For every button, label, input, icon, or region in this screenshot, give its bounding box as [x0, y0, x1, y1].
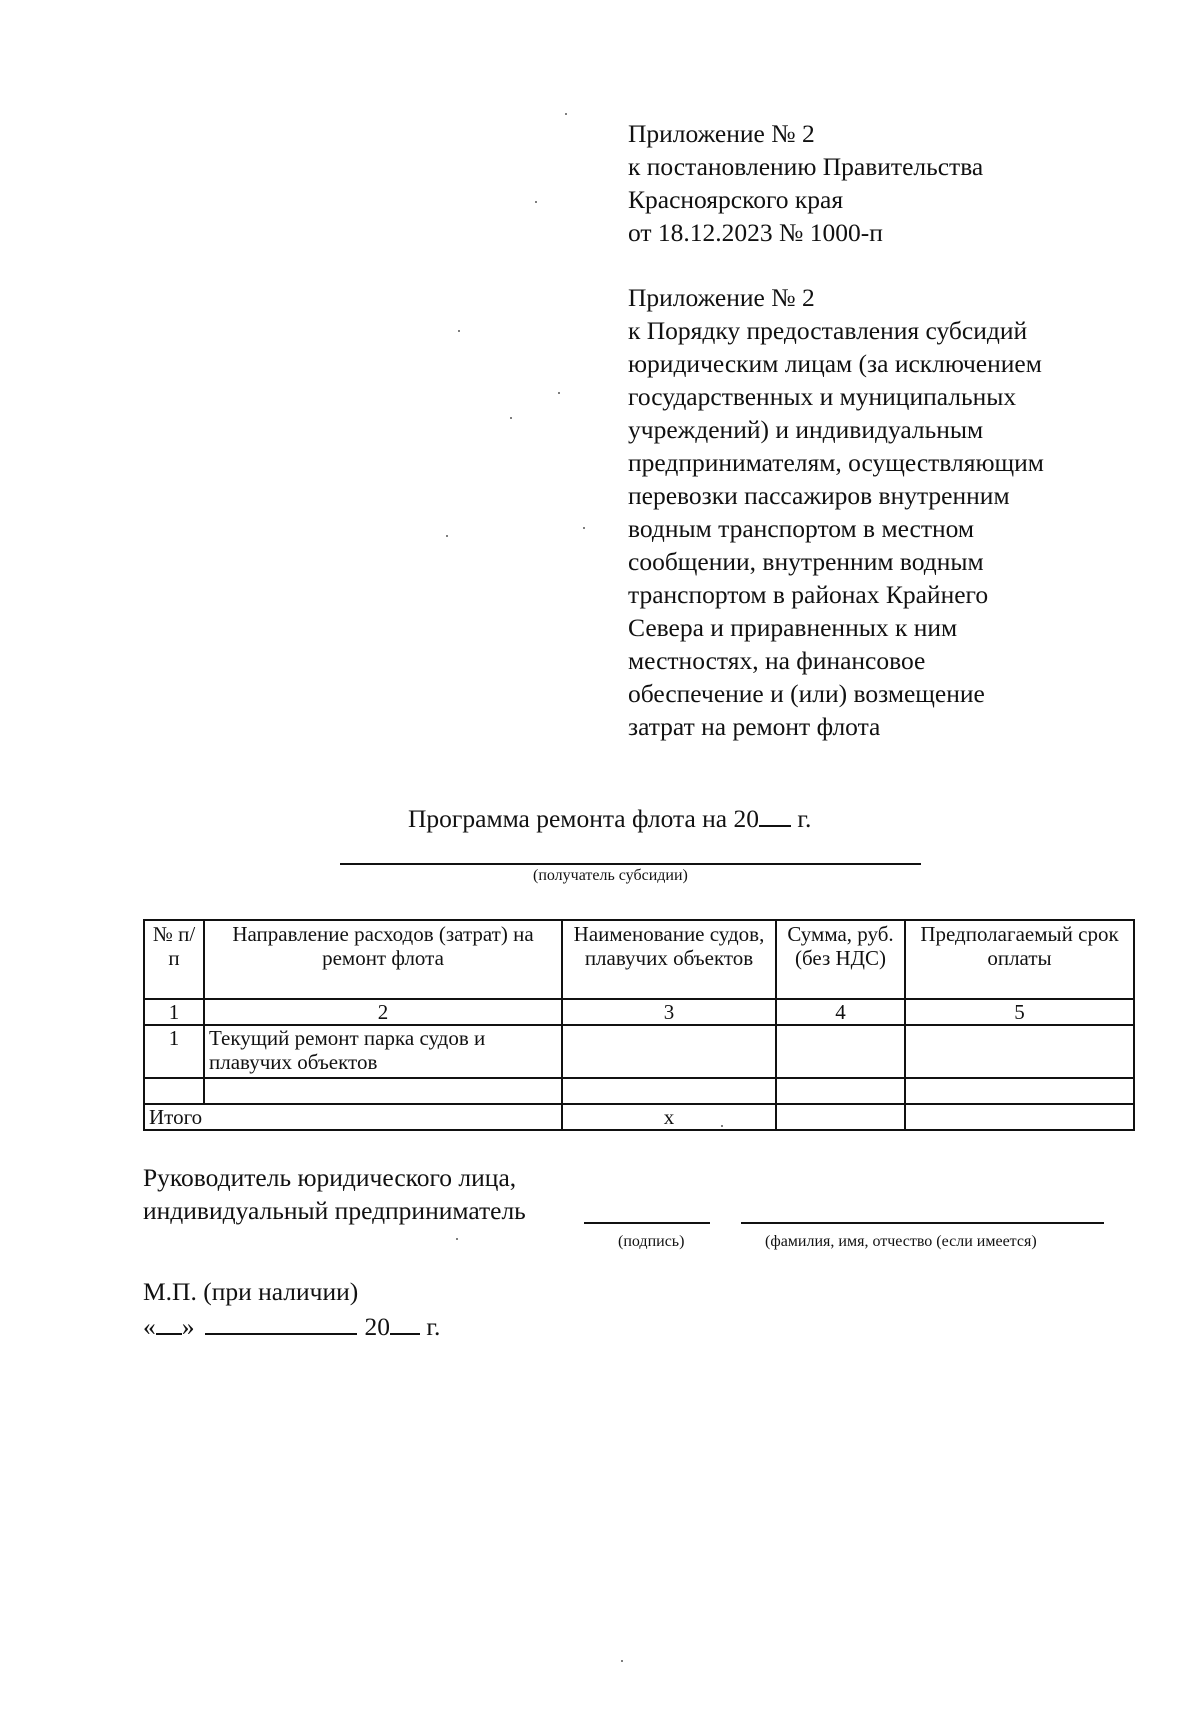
- date-month-blank[interactable]: [205, 1311, 357, 1335]
- signature-line-2: индивидуальный предприниматель: [143, 1196, 526, 1225]
- empty-cell-vessels[interactable]: [562, 1078, 776, 1104]
- signature-line-1: Руководитель юридического лица,: [143, 1163, 517, 1192]
- appendix-order-line-1: Приложение № 2: [628, 283, 815, 312]
- table-header-row: [144, 920, 1134, 999]
- date-close-quote: »: [181, 1312, 195, 1341]
- program-title-suffix: г.: [791, 804, 812, 833]
- total-label: Итого: [144, 1104, 562, 1130]
- scan-speck: [458, 330, 460, 332]
- full-name-caption: (фамилия, имя, отчество (если имеется): [765, 1233, 1037, 1250]
- appendix-order-line-12: местностях, на финансовое: [628, 646, 926, 675]
- scan-speck: [583, 527, 585, 529]
- column-number-3: 3: [562, 999, 776, 1025]
- appendix-order-line-14: затрат на ремонт флота: [628, 712, 881, 741]
- program-year-blank[interactable]: [759, 803, 791, 827]
- scan-speck: [510, 417, 512, 419]
- empty-cell-num[interactable]: [144, 1078, 204, 1104]
- total-amount[interactable]: [776, 1104, 905, 1130]
- date-line: [143, 1311, 440, 1342]
- scan-speck: [446, 535, 448, 537]
- scan-speck: [535, 201, 537, 203]
- date-year-prefix: 20: [364, 1312, 390, 1341]
- scan-speck: [565, 113, 567, 115]
- scan-speck: [558, 392, 560, 394]
- appendix-order-line-7: перевозки пассажиров внутренним: [628, 481, 1010, 510]
- appendix-order-line-13: обеспечение и (или) возмещение: [628, 679, 985, 708]
- header-num: № п/п: [144, 920, 204, 999]
- column-number-4: 4: [776, 999, 905, 1025]
- appendix-order-line-9: сообщении, внутренним водным: [628, 547, 984, 576]
- appendix-decree-line-2: к постановлению Правительства: [628, 152, 984, 181]
- appendix-order-line-6: предпринимателям, осуществляющим: [628, 448, 1044, 477]
- recipient-line[interactable]: [340, 863, 921, 865]
- appendix-decree-line-1: Приложение № 2: [628, 119, 815, 148]
- row-num: 1: [144, 1025, 204, 1078]
- date-day-blank[interactable]: [156, 1311, 182, 1335]
- scan-speck: [721, 1125, 723, 1127]
- appendix-order-line-2: к Порядку предоставления субсидий: [628, 316, 1028, 345]
- header-direction: Направление расходов (затрат) на ремонт флота: [204, 920, 562, 999]
- header-payment-term: Предполагаемый срок оплаты: [905, 920, 1134, 999]
- empty-cell-amount[interactable]: [776, 1078, 905, 1104]
- appendix-decree-line-3: Красноярского края: [628, 185, 844, 214]
- date-year-blank[interactable]: [390, 1311, 420, 1335]
- row-vessels[interactable]: [562, 1025, 776, 1078]
- recipient-caption: (получатель субсидии): [533, 867, 688, 884]
- header-vessels: Наименование судов, плавучих объектов: [562, 920, 776, 999]
- appendix-decree-line-4: от 18.12.2023 № 1000-п: [628, 218, 883, 247]
- program-title: [408, 803, 811, 834]
- empty-cell-direction[interactable]: [204, 1078, 562, 1104]
- column-number-2: 2: [204, 999, 562, 1025]
- appendix-order-line-10: транспортом в районах Крайнего: [628, 580, 989, 609]
- appendix-order-line-4: государственных и муниципальных: [628, 382, 1017, 411]
- appendix-order-line-8: водным транспортом в местном: [628, 514, 975, 543]
- column-number-5: 5: [905, 999, 1134, 1025]
- appendix-order-line-5: учреждений) и индивидуальным: [628, 415, 984, 444]
- signature-caption: (подпись): [618, 1233, 685, 1250]
- program-title-prefix: Программа ремонта флота на 20: [408, 804, 759, 833]
- row-payment-term[interactable]: [905, 1025, 1134, 1078]
- appendix-order-line-11: Севера и приравненных к ним: [628, 613, 958, 642]
- seal-note: М.П. (при наличии): [143, 1277, 359, 1306]
- total-payment-term[interactable]: [905, 1104, 1134, 1130]
- row-direction: Текущий ремонт парка судов и плавучих объектов: [204, 1025, 562, 1078]
- full-name-blank[interactable]: [741, 1222, 1104, 1224]
- table-row: [144, 1078, 1134, 1104]
- header-amount: Сумма, руб. (без НДС): [776, 920, 905, 999]
- signature-blank[interactable]: [584, 1222, 710, 1224]
- date-open-quote: «: [143, 1312, 156, 1341]
- scan-speck: [456, 1238, 458, 1240]
- row-amount[interactable]: [776, 1025, 905, 1078]
- date-year-suffix: г.: [420, 1312, 441, 1341]
- table-total-row: [144, 1104, 1134, 1130]
- table-row: [144, 1025, 1134, 1078]
- column-number-1: 1: [144, 999, 204, 1025]
- program-table: [143, 919, 1135, 1131]
- empty-cell-payment-term[interactable]: [905, 1078, 1134, 1104]
- table-column-numbers-row: [144, 999, 1134, 1025]
- total-vessels: x: [562, 1104, 776, 1130]
- appendix-order-line-3: юридическим лицам (за исключением: [628, 349, 1042, 378]
- scan-speck: [621, 1660, 623, 1662]
